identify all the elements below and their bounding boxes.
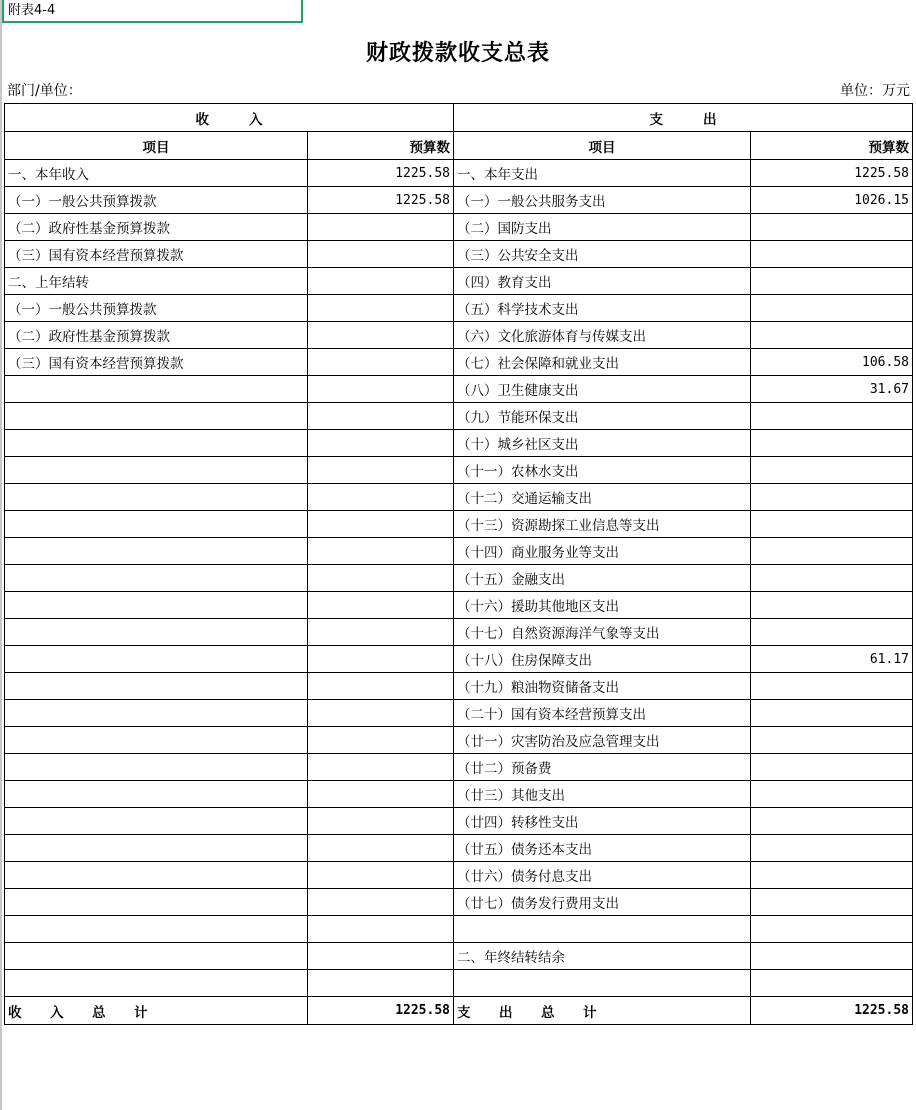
table-row bbox=[5, 646, 913, 673]
section-header-row bbox=[5, 104, 913, 132]
table-row bbox=[5, 403, 913, 430]
income-value-cell[interactable] bbox=[308, 646, 454, 673]
expense-item-cell[interactable]: （八）卫生健康支出 bbox=[454, 376, 751, 403]
expense-total-label[interactable] bbox=[454, 997, 751, 1025]
expense-item-cell[interactable]: （六）文化旅游体育与传媒支出 bbox=[454, 322, 751, 349]
table-row bbox=[5, 322, 913, 349]
total-label-char: 出 bbox=[499, 1004, 513, 1021]
income-item-cell[interactable] bbox=[5, 457, 308, 484]
income-item-cell[interactable] bbox=[5, 727, 308, 754]
expense-item-cell[interactable]: （廿四）转移性支出 bbox=[454, 808, 751, 835]
income-value-cell[interactable] bbox=[308, 214, 454, 241]
expense-item-cell[interactable]: （十八）住房保障支出 bbox=[454, 646, 751, 673]
table-row bbox=[5, 376, 913, 403]
income-item-cell[interactable] bbox=[5, 484, 308, 511]
income-value-cell[interactable] bbox=[308, 457, 454, 484]
expense-item-cell[interactable]: （十六）援助其他地区支出 bbox=[454, 592, 751, 619]
expense-item-cell[interactable]: （九）节能环保支出 bbox=[454, 403, 751, 430]
income-item-cell[interactable] bbox=[5, 430, 308, 457]
expense-value-cell[interactable]: 31.67 bbox=[751, 376, 913, 403]
income-item-cell[interactable]: （二）政府性基金预算拨款 bbox=[5, 322, 308, 349]
income-value-cell[interactable] bbox=[308, 268, 454, 295]
table-row bbox=[5, 268, 913, 295]
expense-value-cell[interactable] bbox=[751, 268, 913, 295]
expense-value-cell[interactable] bbox=[751, 484, 913, 511]
expense-value-cell[interactable] bbox=[751, 511, 913, 538]
expense-item-cell[interactable]: （十七）自然资源海洋气象等支出 bbox=[454, 619, 751, 646]
table-row bbox=[5, 619, 913, 646]
income-item-cell[interactable]: （三）国有资本经营预算拨款 bbox=[5, 349, 308, 376]
income-value-cell[interactable] bbox=[308, 835, 454, 862]
expense-value-cell[interactable] bbox=[751, 322, 913, 349]
column-header-row bbox=[5, 132, 913, 160]
income-value-cell[interactable] bbox=[308, 376, 454, 403]
expense-value-cell[interactable] bbox=[751, 916, 913, 943]
income-value-cell[interactable] bbox=[308, 592, 454, 619]
total-label-char: 总 bbox=[92, 1004, 106, 1021]
expense-budget-header: 预算数 bbox=[751, 132, 913, 160]
expense-value-cell[interactable] bbox=[751, 889, 913, 916]
expense-item-cell[interactable]: 一、本年支出 bbox=[454, 160, 751, 187]
income-item-cell[interactable] bbox=[5, 403, 308, 430]
expense-value-cell[interactable]: 106.58 bbox=[751, 349, 913, 376]
table-row bbox=[5, 754, 913, 781]
expense-value-cell[interactable] bbox=[751, 295, 913, 322]
income-value-cell[interactable] bbox=[308, 781, 454, 808]
expense-value-cell[interactable] bbox=[751, 241, 913, 268]
income-value-cell[interactable] bbox=[308, 889, 454, 916]
table-row bbox=[5, 727, 913, 754]
income-value-cell[interactable] bbox=[308, 808, 454, 835]
expense-item-cell[interactable]: （五）科学技术支出 bbox=[454, 295, 751, 322]
table-row bbox=[5, 781, 913, 808]
expense-item-header: 项目 bbox=[454, 132, 751, 160]
expense-item-cell[interactable]: （十二）交通运输支出 bbox=[454, 484, 751, 511]
total-label-char: 总 bbox=[541, 1004, 555, 1021]
table-row bbox=[5, 349, 913, 376]
page-title: 财政拨款收支总表 bbox=[365, 40, 550, 66]
income-total-value[interactable]: 1225.58 bbox=[308, 997, 454, 1025]
expense-value-cell[interactable] bbox=[751, 781, 913, 808]
total-label-char: 支 bbox=[457, 1004, 471, 1021]
income-item-cell[interactable] bbox=[5, 673, 308, 700]
expense-value-cell[interactable] bbox=[751, 619, 913, 646]
expense-value-cell[interactable] bbox=[751, 214, 913, 241]
expense-item-cell[interactable]: （十）城乡社区支出 bbox=[454, 430, 751, 457]
expense-item-cell[interactable]: （十四）商业服务业等支出 bbox=[454, 538, 751, 565]
expense-value-cell[interactable] bbox=[751, 430, 913, 457]
income-item-cell[interactable]: 二、上年结转 bbox=[5, 268, 308, 295]
income-item-cell[interactable] bbox=[5, 619, 308, 646]
table-row bbox=[5, 214, 913, 241]
income-value-cell[interactable] bbox=[308, 862, 454, 889]
expense-item-cell[interactable]: （七）社会保障和就业支出 bbox=[454, 349, 751, 376]
income-item-cell[interactable]: 一、本年收入 bbox=[5, 160, 308, 187]
expense-item-cell[interactable]: （十三）资源勘探工业信息等支出 bbox=[454, 511, 751, 538]
expense-value-cell[interactable] bbox=[751, 862, 913, 889]
department-label: 部门/单位： bbox=[7, 83, 82, 99]
expense-value-cell[interactable]: 1026.15 bbox=[751, 187, 913, 214]
expense-item-cell[interactable]: （廿七）债务发行费用支出 bbox=[454, 889, 751, 916]
expense-item-cell[interactable] bbox=[454, 970, 751, 997]
expense-item-cell[interactable]: （二）国防支出 bbox=[454, 214, 751, 241]
expense-item-cell[interactable]: （一）一般公共服务支出 bbox=[454, 187, 751, 214]
table-row bbox=[5, 835, 913, 862]
expense-value-cell[interactable] bbox=[751, 592, 913, 619]
income-item-cell[interactable] bbox=[5, 700, 308, 727]
table-row bbox=[5, 484, 913, 511]
income-item-cell[interactable] bbox=[5, 862, 308, 889]
selected-cell-ref[interactable]: 附表4-4 bbox=[2, 0, 303, 23]
income-value-cell[interactable] bbox=[308, 538, 454, 565]
table-row bbox=[5, 511, 913, 538]
income-value-cell[interactable] bbox=[308, 619, 454, 646]
total-label-char: 收 bbox=[8, 1004, 22, 1021]
table-row bbox=[5, 457, 913, 484]
income-item-cell[interactable]: （三）国有资本经营预算拨款 bbox=[5, 241, 308, 268]
income-value-cell[interactable] bbox=[308, 673, 454, 700]
sheet-left-edge bbox=[0, 0, 2, 1110]
income-item-cell[interactable] bbox=[5, 943, 308, 970]
income-value-cell[interactable] bbox=[308, 916, 454, 943]
income-value-cell[interactable]: 1225.58 bbox=[308, 160, 454, 187]
income-item-cell[interactable] bbox=[5, 376, 308, 403]
income-value-cell[interactable]: 1225.58 bbox=[308, 187, 454, 214]
expense-item-cell[interactable]: （廿二）预备费 bbox=[454, 754, 751, 781]
expense-item-cell[interactable]: （十九）粮油物资储备支出 bbox=[454, 673, 751, 700]
expense-total-value[interactable]: 1225.58 bbox=[751, 997, 913, 1025]
table-row bbox=[5, 430, 913, 457]
income-item-cell[interactable] bbox=[5, 538, 308, 565]
income-item-cell[interactable] bbox=[5, 970, 308, 997]
expense-value-cell[interactable] bbox=[751, 403, 913, 430]
expense-item-cell[interactable]: （廿六）债务付息支出 bbox=[454, 862, 751, 889]
income-value-cell[interactable] bbox=[308, 430, 454, 457]
income-item-cell[interactable] bbox=[5, 646, 308, 673]
table-row bbox=[5, 565, 913, 592]
income-value-cell[interactable] bbox=[308, 484, 454, 511]
income-value-cell[interactable] bbox=[308, 349, 454, 376]
table-row bbox=[5, 700, 913, 727]
income-item-cell[interactable] bbox=[5, 808, 308, 835]
income-value-cell[interactable] bbox=[308, 511, 454, 538]
income-value-cell[interactable] bbox=[308, 970, 454, 997]
expense-value-cell[interactable] bbox=[751, 808, 913, 835]
income-item-cell[interactable] bbox=[5, 592, 308, 619]
table-row bbox=[5, 808, 913, 835]
income-item-cell[interactable]: （一）一般公共预算拨款 bbox=[5, 295, 308, 322]
expense-value-cell[interactable] bbox=[751, 538, 913, 565]
income-budget-header: 预算数 bbox=[308, 132, 454, 160]
income-value-cell[interactable] bbox=[308, 700, 454, 727]
table-row bbox=[5, 160, 913, 187]
income-item-cell[interactable] bbox=[5, 916, 308, 943]
income-value-cell[interactable] bbox=[308, 727, 454, 754]
table-row bbox=[5, 592, 913, 619]
income-item-cell[interactable] bbox=[5, 511, 308, 538]
expense-item-cell[interactable]: （廿三）其他支出 bbox=[454, 781, 751, 808]
expense-item-cell[interactable] bbox=[454, 916, 751, 943]
income-item-cell[interactable]: （一）一般公共预算拨款 bbox=[5, 187, 308, 214]
income-item-cell[interactable] bbox=[5, 565, 308, 592]
total-label-char: 入 bbox=[50, 1004, 64, 1021]
income-value-cell[interactable] bbox=[308, 322, 454, 349]
budget-table bbox=[4, 103, 913, 1025]
expense-item-cell[interactable]: （二十）国有资本经营预算支出 bbox=[454, 700, 751, 727]
expense-item-cell[interactable]: （十一）农林水支出 bbox=[454, 457, 751, 484]
table-row bbox=[5, 862, 913, 889]
income-item-header: 项目 bbox=[5, 132, 308, 160]
income-value-cell[interactable] bbox=[308, 943, 454, 970]
income-item-cell[interactable] bbox=[5, 754, 308, 781]
expense-value-cell[interactable]: 61.17 bbox=[751, 646, 913, 673]
expense-value-cell[interactable] bbox=[751, 457, 913, 484]
table-row bbox=[5, 295, 913, 322]
expense-item-cell[interactable]: （四）教育支出 bbox=[454, 268, 751, 295]
expense-header: 支出 bbox=[454, 104, 913, 132]
income-value-cell[interactable] bbox=[308, 241, 454, 268]
expense-item-cell[interactable]: 二、年终结转结余 bbox=[454, 943, 751, 970]
expense-item-cell[interactable]: （十五）金融支出 bbox=[454, 565, 751, 592]
table-row bbox=[5, 538, 913, 565]
expense-item-cell[interactable]: （三）公共安全支出 bbox=[454, 241, 751, 268]
expense-value-cell[interactable] bbox=[751, 700, 913, 727]
table-row bbox=[5, 916, 913, 943]
table-row bbox=[5, 241, 913, 268]
income-header: 收入 bbox=[5, 104, 454, 132]
table-row bbox=[5, 187, 913, 214]
table-row bbox=[5, 673, 913, 700]
expense-value-cell[interactable]: 1225.58 bbox=[751, 160, 913, 187]
expense-value-cell[interactable] bbox=[751, 565, 913, 592]
income-item-cell[interactable] bbox=[5, 781, 308, 808]
income-item-cell[interactable]: （二）政府性基金预算拨款 bbox=[5, 214, 308, 241]
unit-label: 单位：万元 bbox=[840, 83, 910, 99]
expense-value-cell[interactable] bbox=[751, 943, 913, 970]
income-total-label[interactable] bbox=[5, 997, 308, 1025]
expense-value-cell[interactable] bbox=[751, 673, 913, 700]
table-row bbox=[5, 943, 913, 970]
income-item-cell[interactable] bbox=[5, 835, 308, 862]
income-value-cell[interactable] bbox=[308, 565, 454, 592]
expense-value-cell[interactable] bbox=[751, 970, 913, 997]
total-label-char: 计 bbox=[134, 1004, 148, 1021]
expense-value-cell[interactable] bbox=[751, 727, 913, 754]
expense-value-cell[interactable] bbox=[751, 754, 913, 781]
expense-value-cell[interactable] bbox=[751, 835, 913, 862]
income-value-cell[interactable] bbox=[308, 754, 454, 781]
total-label-char: 计 bbox=[583, 1004, 597, 1021]
expense-item-cell[interactable]: （廿一）灾害防治及应急管理支出 bbox=[454, 727, 751, 754]
income-value-cell[interactable] bbox=[308, 403, 454, 430]
totals-row bbox=[5, 997, 913, 1025]
expense-item-cell[interactable]: （廿五）债务还本支出 bbox=[454, 835, 751, 862]
income-item-cell[interactable] bbox=[5, 889, 308, 916]
income-value-cell[interactable] bbox=[308, 295, 454, 322]
table-row bbox=[5, 970, 913, 997]
table-row bbox=[5, 889, 913, 916]
